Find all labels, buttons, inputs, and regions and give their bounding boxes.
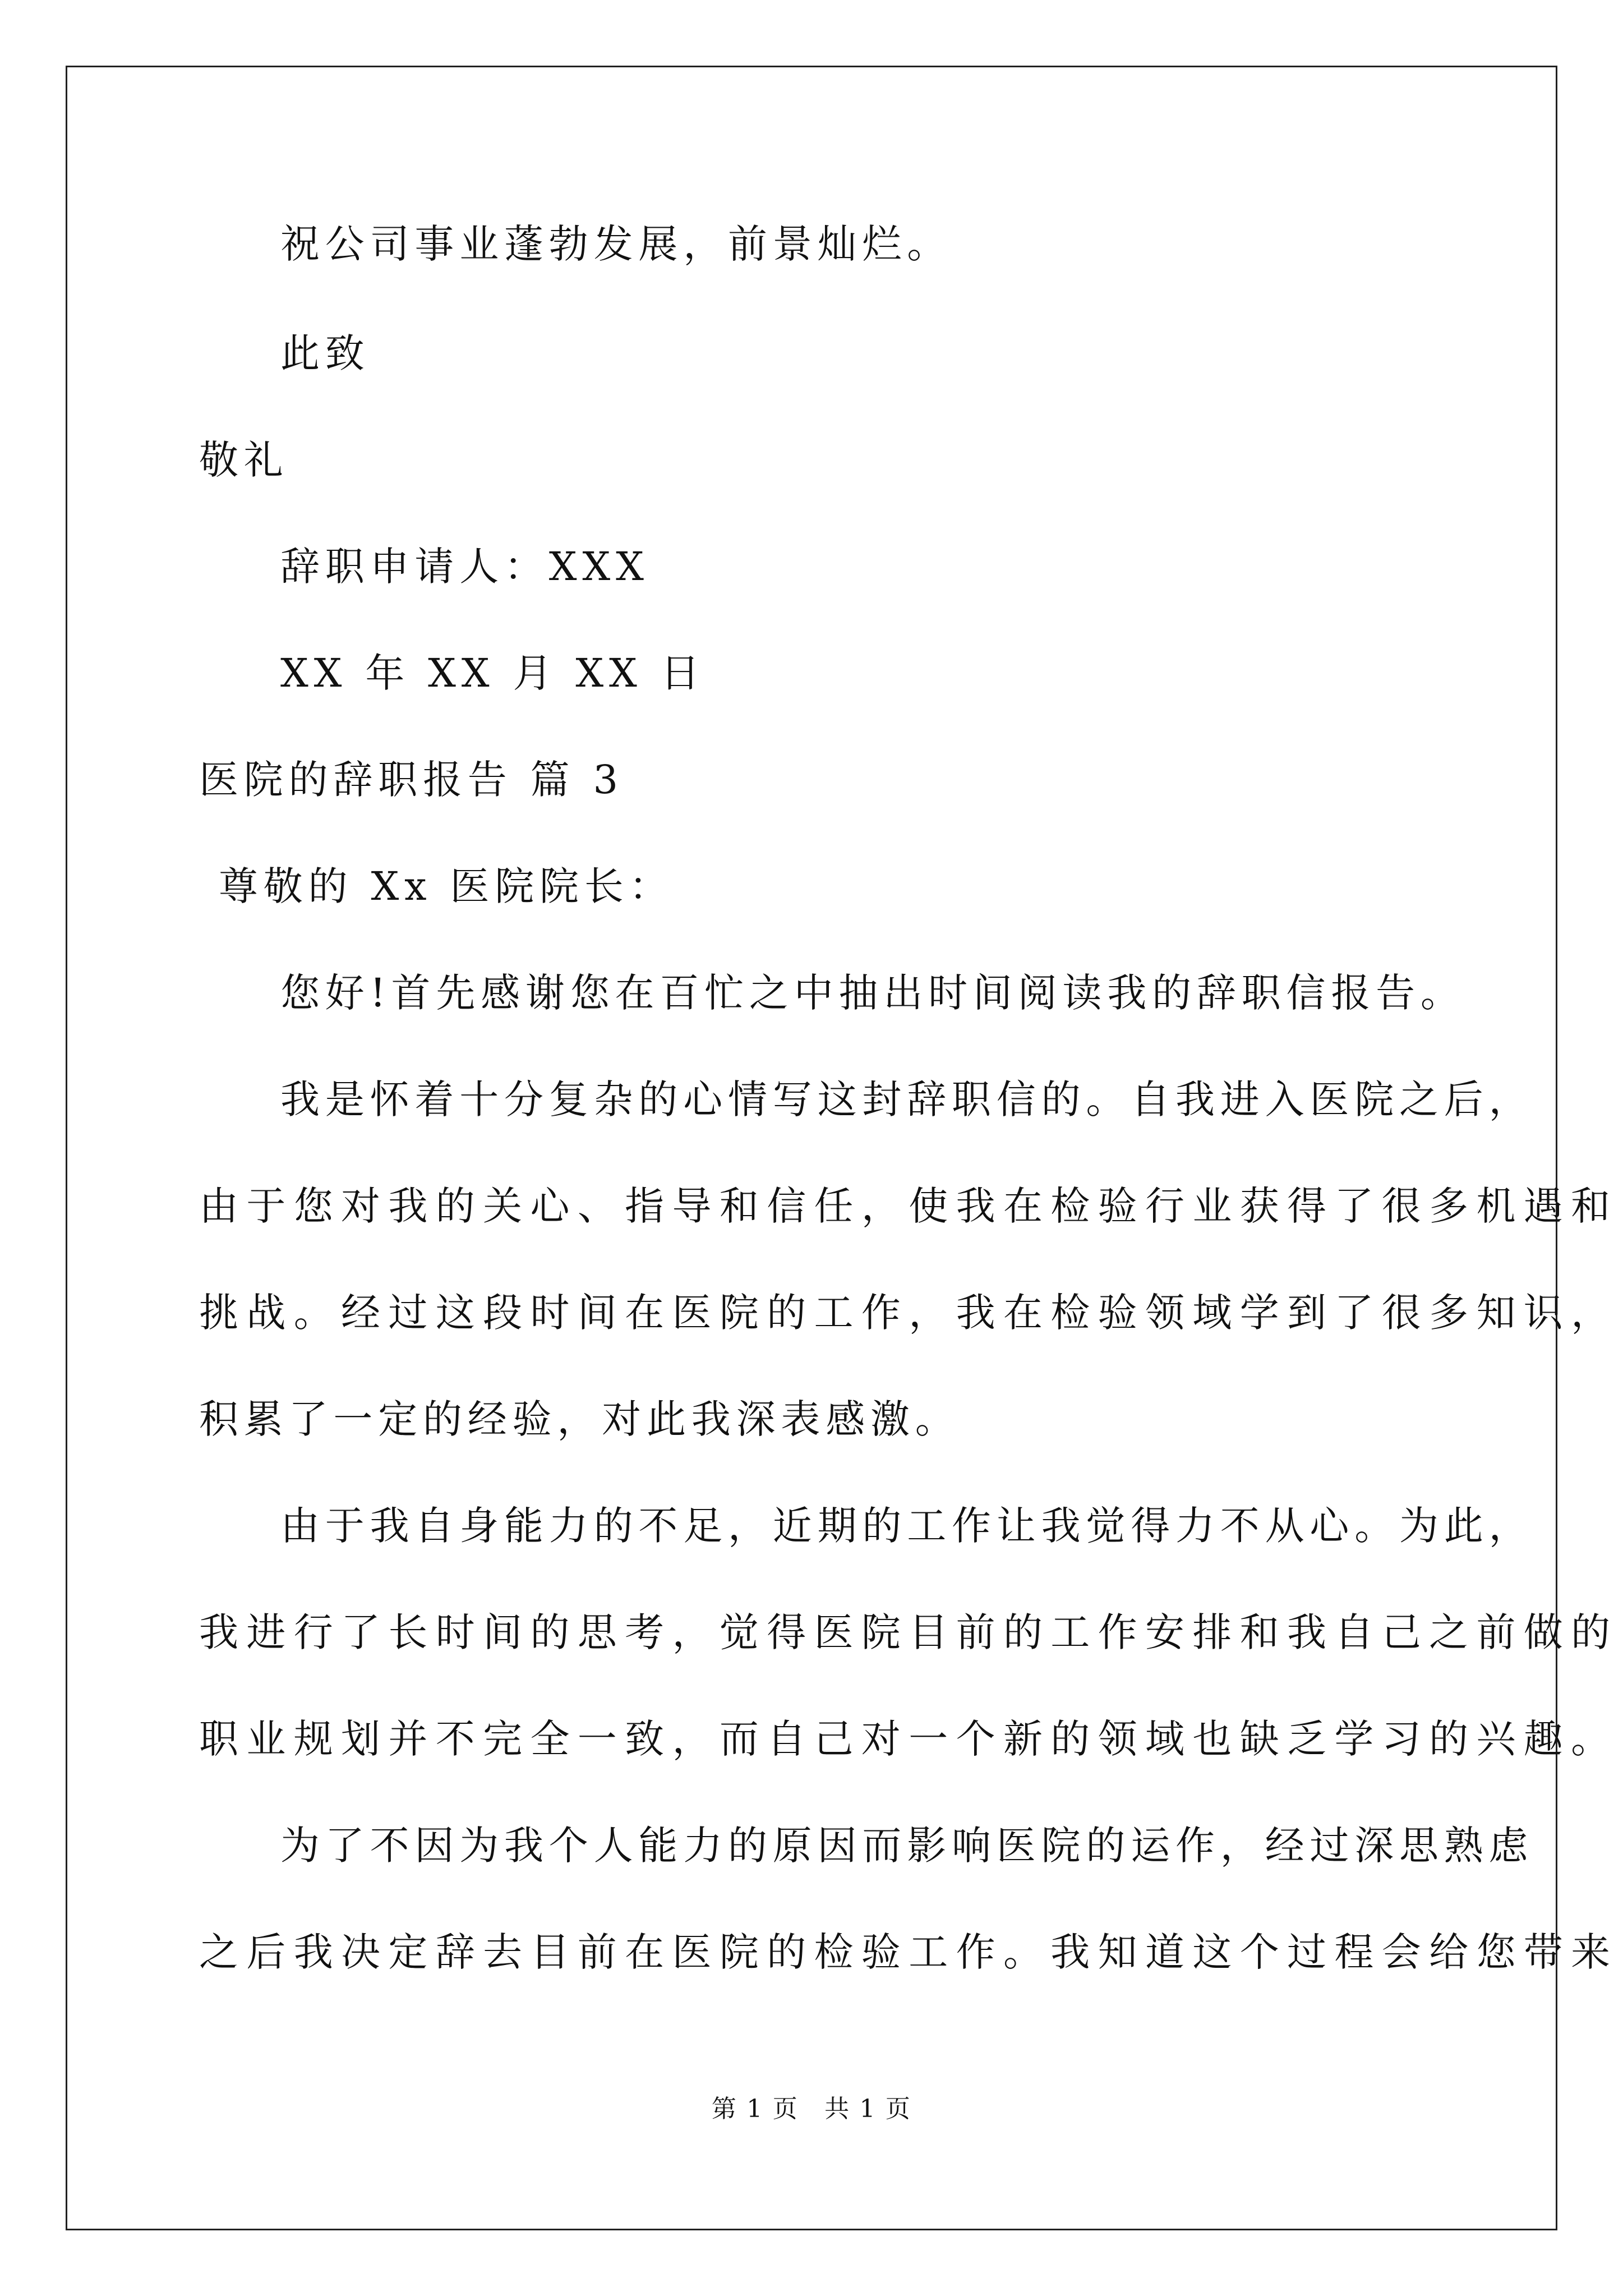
paragraph-3-line-2: 我进行了长时间的思考，觉得医院目前的工作安排和我自己之前做的 [199, 1609, 1619, 1655]
paragraph-4-line-2: 之后我决定辞去目前在医院的检验工作。我知道这个过程会给您带来 [199, 1929, 1619, 1975]
page-border [66, 66, 1619, 2230]
salutation-cizhi: 此致 [280, 330, 370, 376]
applicant-signature: 辞职申请人：XXX [280, 544, 649, 590]
salutation-jingli: 敬礼 [199, 437, 289, 483]
paragraph-4-line-1: 为了不因为我个人能力的原因而影响医院的运作，经过深思熟虑 [280, 1823, 1534, 1869]
section-heading: 医院的辞职报告 篇 3 [199, 757, 624, 803]
closing-wish: 祝公司事业蓬勃发展，前景灿烂。 [280, 221, 952, 267]
paragraph-2-line-2: 由于您对我的关心、指导和信任，使我在检验行业获得了很多机遇和 [199, 1183, 1619, 1229]
paragraph-2-line-4: 积累了一定的经验，对此我深表感激。 [199, 1396, 960, 1442]
signature-date: XX 年 XX 月 XX 日 [280, 650, 706, 696]
paragraph-3-line-3: 职业规划并不完全一致，而自己对一个新的领域也缺乏学习的兴趣。 [199, 1716, 1619, 1762]
paragraph-3-line-1: 由于我自身能力的不足，近期的工作让我觉得力不从心。为此， [280, 1503, 1534, 1549]
paragraph-2-line-1: 我是怀着十分复杂的心情写这封辞职信的。自我进入医院之后， [280, 1076, 1534, 1122]
letter-addressee: 尊敬的 Xx 医院院长： [219, 863, 674, 909]
paragraph-2-line-3: 挑战。经过这段时间在医院的工作，我在检验领域学到了很多知识， [199, 1290, 1619, 1336]
page-number-footer: 第 1 页 共 1 页 [711, 2095, 912, 2123]
paragraph-1-line-1: 您好!首先感谢您在百忙之中抽出时间阅读我的辞职信报告。 [280, 970, 1465, 1016]
